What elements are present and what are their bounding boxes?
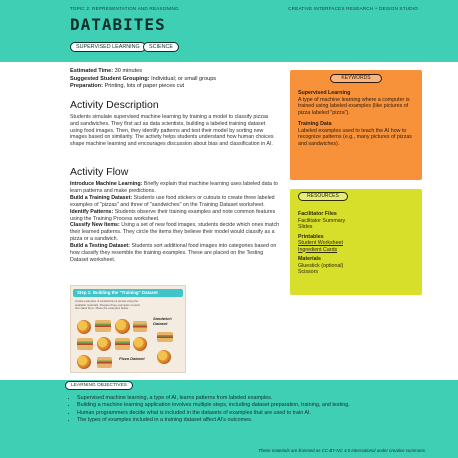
keyword-definition: Labeled examples used to teach the AI how to recognize patterns (e.g., many pictures of pizzas and sandwiches).	[298, 127, 412, 147]
page-title: DATABITES	[70, 15, 166, 34]
tag-supervised-learning: SUPERVISED LEARNING	[70, 42, 146, 52]
pizza-image	[115, 319, 130, 334]
pizza-image	[97, 337, 111, 351]
facilitator-files-label: Facilitator Files	[298, 211, 337, 217]
sandwich-image	[133, 321, 147, 332]
resource-item: Slides	[298, 224, 313, 230]
illustration-banner: Step 1: Building the "Training" Dataset	[73, 289, 183, 297]
objective-item: • The types of examples included in a training dataset affect AI's outcomes.	[77, 417, 427, 424]
credits-label: CREATIVE INTERFACES RESEARCH + DESIGN STUDIO	[288, 6, 418, 11]
learning-objectives-band	[0, 380, 458, 458]
meta-time: Estimated Time: 30 minutes	[70, 68, 143, 74]
keyword-term: Supervised Learning	[298, 90, 351, 96]
flow-step: Classify New Items: Using a set of new food images, students decide which ones match their learned patterns. They circle the items they believe their model would classify as a pizza or a sandwich.	[70, 222, 280, 243]
sandwich-image	[157, 332, 173, 342]
resource-item: Gluestick (optional)	[298, 262, 344, 269]
student-worksheet-link[interactable]: Student Worksheet	[298, 240, 343, 246]
flow-step: Introduce Machine Learning: Briefly explain that machine learning uses labeled data to learn patterns and make predictions.	[70, 181, 278, 194]
pizza-image	[77, 320, 91, 334]
sandwich-dataset-label: Sandwich Dataset	[153, 316, 172, 326]
objective-item: • Human programmers decide what is included in the datasets of examples that are used to train AI.	[77, 410, 427, 417]
tag-science: SCIENCE	[143, 42, 179, 52]
keyword-term: Training Data	[298, 121, 332, 127]
sandwich-image	[77, 338, 93, 350]
sandwich-image	[115, 338, 130, 350]
license-note: These materials are licensed as CC-BY-NC 4.0 International under creative commons.	[258, 448, 426, 453]
pizza-dataset-label: Pizza Dataset	[119, 356, 145, 361]
resource-item: Scissors	[298, 269, 319, 275]
resources-list	[298, 208, 416, 276]
learning-objectives-list	[77, 395, 427, 425]
meta-grouping: Suggested Student Grouping: Individual; or small groups	[70, 75, 217, 82]
flow-step: Build a Training Dataset: Students use food stickers or cutouts to create three labeled examples of "pizzas" and three of "sandwiches" on the Training Dataset worksheet.	[70, 194, 275, 208]
topic-label: TOPIC 2: REPRESENTATION AND REASONING	[70, 6, 179, 11]
activity-meta	[70, 68, 280, 91]
pizza-image	[77, 355, 91, 369]
flow-step: Identify Patterns: Students observe their training examples and note common features using the Training Process worksheet.	[70, 208, 276, 222]
flow-step: Build a Testing Dataset: Students sort additional food images into categories based on how classify they resemble the training examples. These are placed on the Testing Dataset worksheet.	[70, 243, 277, 263]
printables-label: Printables	[298, 233, 324, 240]
materials-label: Materials	[298, 256, 321, 262]
learning-objectives-heading: LEARNING OBJECTIVES	[65, 381, 133, 390]
keywords-list	[298, 90, 416, 147]
flow-steps	[70, 181, 280, 264]
objective-item: • Building a machine learning application involves multiple steps, including dataset preparation, training, and testing.	[77, 402, 427, 409]
pizza-image	[157, 350, 171, 364]
illustration-instructions: Create examples of sandwiches & pizzas using the available materials. Prepare three examples of each, then label them. Place the examples below.	[75, 299, 141, 311]
learning-objectives-panel	[57, 380, 427, 440]
resources-heading: RESOURCES	[298, 192, 348, 201]
keywords-box	[290, 70, 422, 180]
keyword-definition: A type of machine learning where a computer is trained using labeled examples (like pictures of pizza labeled "pizza").	[298, 96, 410, 116]
ingredient-cards-link[interactable]: Ingredient Cards	[298, 246, 338, 253]
pizza-image	[133, 337, 147, 351]
resources-box	[290, 189, 422, 295]
meta-preparation: Preparation: Printing, lots of paper pieces cut	[70, 83, 185, 90]
resource-item: Facilitator Summary	[298, 217, 346, 224]
worksheet-illustration	[70, 285, 186, 373]
sandwich-image	[95, 320, 111, 332]
objective-item: • Supervised machine learning, a type of AI, learns patterns from labeled examples.	[77, 395, 427, 402]
description-heading: Activity Description	[70, 99, 159, 111]
keywords-heading: KEYWORDS	[330, 74, 382, 83]
description-text: Students simulate supervised machine learning by training a model to classify pizzas and sandwiches. They first act as data scientists, building a labeled training dataset using food images. Then, they identify patterns and test their model by sorting new images based on similarity. The activity helps students understand how human choices shape machine learning and encourages discussion about bias and classification in AI.	[70, 114, 274, 148]
header-band	[0, 0, 458, 62]
flow-heading: Activity Flow	[70, 166, 129, 178]
sandwich-image	[97, 357, 112, 368]
